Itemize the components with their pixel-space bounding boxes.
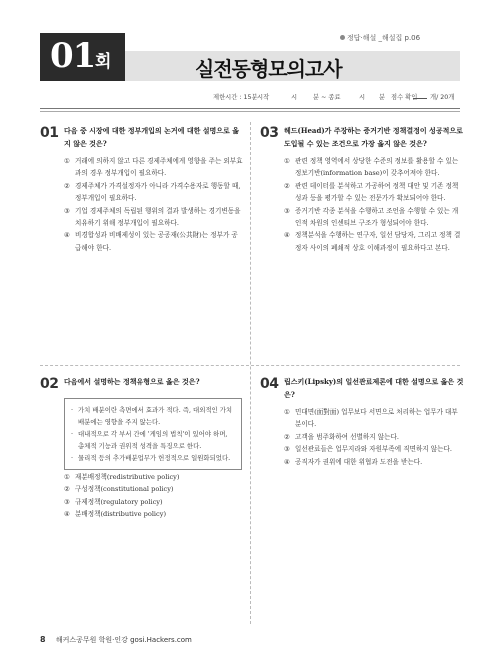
- question-number: 02: [40, 376, 59, 392]
- option-mark: ④: [284, 231, 290, 240]
- option-text: 정책분석을 수행하는 연구자, 일선 담당자, 그리고 정책 결정자 사이의 폐쇄적 상호 이해과정이 필요하다고 본다.: [295, 231, 461, 252]
- option-2[interactable]: [284, 180, 464, 205]
- option-mark: ④: [64, 510, 70, 519]
- option-text: 관련 정책 영역에서 상당한 수준의 정보를 활용할 수 있는 정보기반(information base)이 갖추어져야 한다.: [295, 157, 459, 178]
- option-mark: ①: [64, 157, 70, 165]
- page-number: 8: [40, 635, 46, 644]
- bullet-icon: [340, 35, 345, 40]
- option-mark: ④: [64, 231, 70, 240]
- option-3[interactable]: [284, 205, 464, 230]
- option-4[interactable]: [64, 229, 244, 254]
- option-mark: ②: [284, 432, 290, 441]
- option-text: 증거기반 각종 분석을 수행하고 조언을 수행할 수 있는 개인적 차원의 인센티브 구조가 형성되어야 한다.: [295, 206, 459, 228]
- time-limit: 제한시간 : 15분: [213, 94, 258, 101]
- answer-ref-text: 정답·해설 _해설집 p.06: [347, 34, 421, 42]
- option-4[interactable]: [284, 229, 464, 254]
- question-number: 04: [260, 376, 279, 392]
- option-1[interactable]: [284, 155, 464, 180]
- option-3[interactable]: [64, 496, 244, 508]
- option-text: 일선관료들은 업무지라와 자원부족에 직면하지 않는다.: [295, 445, 452, 454]
- box-item: · 물리적 등의 추가배분업무가 헌정적으로 일원화되었다.: [71, 454, 231, 462]
- options-list: [64, 471, 244, 521]
- question-number: 03: [260, 125, 279, 141]
- score-blank: [413, 98, 427, 99]
- option-2[interactable]: [64, 180, 244, 205]
- time-score-row: [213, 92, 459, 104]
- start-hour-label: 시: [291, 94, 298, 101]
- option-text: 기업 경제주체의 독립된 행위의 결과 발생하는 경기변동을 치유하기 위해 정부개입이 필요하다.: [75, 206, 241, 228]
- option-text: 규제정책(regulatory policy): [75, 497, 163, 506]
- question-text: 립스키(Lipsky)의 일선관료제론에 대한 설명으로 옳은 것은?: [284, 377, 464, 399]
- box-item: · 대내적으로 각 부서 간에 '게임의 법칙'이 있어야 하며, 총체적 기능과 권위적 성격을 특징으로 한다.: [71, 430, 228, 450]
- option-1[interactable]: [64, 155, 244, 180]
- option-text: 구성정책(constitutional policy): [75, 485, 174, 494]
- option-4[interactable]: [64, 508, 244, 520]
- column-divider: [250, 122, 251, 624]
- option-mark: ①: [64, 473, 70, 481]
- page-footer: [40, 635, 192, 645]
- option-mark: ③: [284, 206, 290, 215]
- end-hour-label: 시: [359, 94, 366, 101]
- option-text: 민대면(面對面) 업무보다 서면으로 처리하는 업무가 대부분이다.: [295, 408, 458, 429]
- divider: [40, 108, 460, 109]
- start-label: 시작: [257, 94, 270, 101]
- option-4[interactable]: [284, 456, 464, 468]
- option-text: 경제주체가 가격설정자가 아니라 가격수용자로 행동할 때, 정부개입이 필요하다.: [75, 181, 241, 203]
- question-text: 헤드(Head)가 주장하는 증거기반 정책결정이 성공적으로 도입될 수 있는 조건으로 가장 옳지 않은 것은?: [284, 126, 463, 148]
- row-divider: [40, 365, 460, 366]
- options-list: [284, 406, 464, 468]
- option-3[interactable]: [284, 443, 464, 455]
- round-unit: 회: [95, 52, 112, 72]
- option-mark: ①: [284, 157, 290, 165]
- option-2[interactable]: [64, 483, 244, 495]
- end-label: 분 ~ 종료: [313, 94, 341, 101]
- description-box: [64, 398, 242, 470]
- option-mark: ①: [284, 408, 290, 416]
- question-text: 다음 중 시장에 대한 정부개입의 논거에 대한 설명으로 옳지 않은 것은?: [64, 126, 240, 148]
- option-mark: ③: [64, 497, 70, 506]
- option-3[interactable]: [64, 205, 244, 230]
- option-text: 비경합성과 비배제성이 있는 공공재(公共財)는 정부가 공급해야 한다.: [75, 231, 238, 252]
- option-mark: ②: [64, 181, 70, 190]
- option-mark: ③: [284, 445, 290, 454]
- option-text: 재분배정책(redistributive policy): [75, 473, 180, 481]
- round-number: 01: [50, 36, 96, 76]
- divider: [40, 111, 460, 112]
- option-2[interactable]: [284, 431, 464, 443]
- option-mark: ②: [64, 485, 70, 494]
- option-text: 거래에 의하지 않고 다른 경제주체에게 영향을 주는 외부효과의 경우 정부개입이 필요하다.: [75, 157, 243, 178]
- option-mark: ④: [284, 457, 290, 466]
- option-mark: ③: [64, 206, 70, 215]
- option-1[interactable]: [284, 406, 464, 431]
- score-check-label: 점수 확인: [391, 94, 418, 101]
- option-1[interactable]: [64, 471, 244, 483]
- end-minute-label: 분: [379, 94, 386, 101]
- option-text: 분배정책(distributive policy): [75, 510, 167, 519]
- box-item-text: 대내적으로 각 부서 간에 '게임의 법칙'이 있어야 하며, 총체적 기능과 권위적 성격을 특징으로 한다.: [78, 430, 228, 450]
- box-item-text: 가치 배분이란 측면에서 효과가 적다. 즉, 대외적인 가치 배분에는 영향을 주지 않는다.: [78, 406, 233, 426]
- option-mark: ②: [284, 181, 290, 190]
- score-total: 개/ 20개: [430, 94, 455, 101]
- round-badge: [40, 33, 125, 81]
- question-number: 01: [40, 125, 59, 141]
- exam-title: 실전동형모의고사: [195, 57, 342, 81]
- options-list: [64, 155, 244, 254]
- option-text: 고객을 범주화하여 선별하지 않는다.: [295, 432, 399, 441]
- answer-reference: [340, 33, 420, 43]
- publisher-text: 해커스공무원 학원·인강 gosi.Hackers.com: [55, 636, 192, 644]
- exam-header: [40, 33, 460, 85]
- question-text: 다음에서 설명하는 정책유형으로 옳은 것은?: [64, 377, 200, 386]
- title-bar: [125, 51, 460, 81]
- options-list: [284, 155, 464, 254]
- option-text: 공직자가 권위에 대한 위협과 도전을 받는다.: [295, 457, 423, 466]
- box-item-text: 물리적 등의 추가배분업무가 헌정적으로 일원화되었다.: [78, 454, 231, 462]
- option-text: 관련 데이터를 분석하고 가공하여 정책 대안 및 기존 정책성과 등을 평가할 수 있는 전문가가 확보되어야 한다.: [295, 181, 459, 203]
- box-item: · 가치 배분이란 측면에서 효과가 적다. 즉, 대외적인 가치 배분에는 영향을 주지 않는다.: [71, 406, 233, 426]
